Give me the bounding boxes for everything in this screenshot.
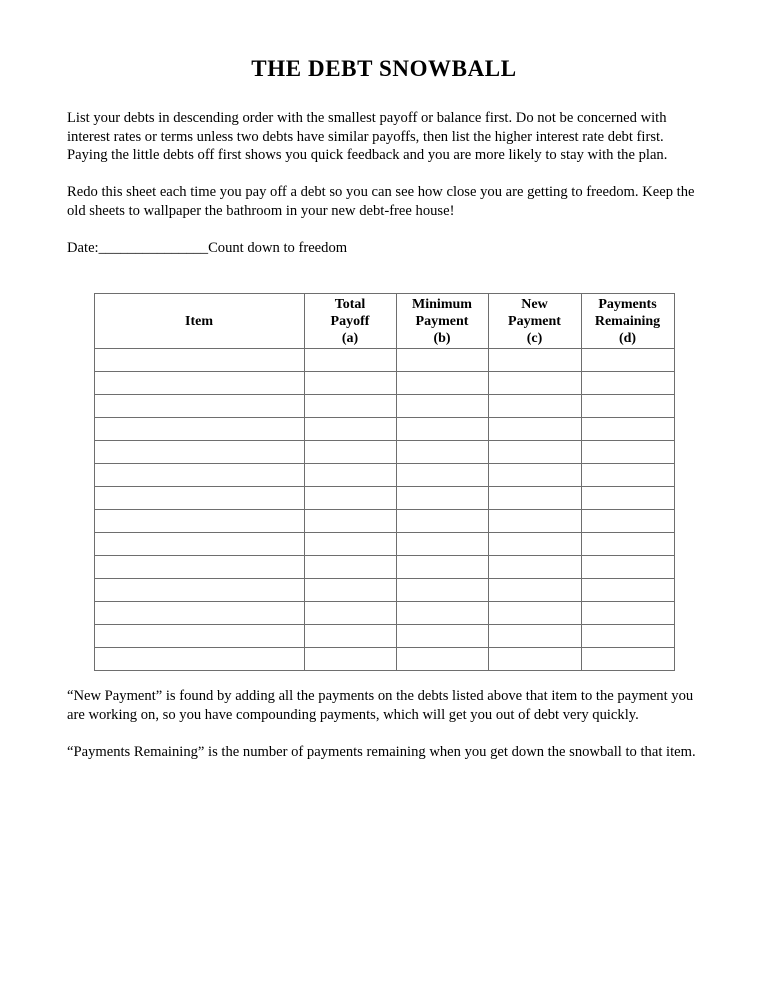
table-cell-blank [488, 441, 581, 464]
page-title [67, 56, 701, 82]
table-cell-blank [304, 648, 396, 671]
col-header-line: Item [185, 313, 213, 329]
table-row [94, 487, 674, 510]
table-cell-blank [488, 349, 581, 372]
col-header-line: (b) [433, 330, 451, 346]
col-header-line: Payment [508, 313, 561, 329]
table-cell-blank [488, 556, 581, 579]
table-cell-blank [304, 464, 396, 487]
table-cell-blank [94, 510, 304, 533]
table-cell-blank [94, 487, 304, 510]
col-header-new-payment [488, 294, 581, 349]
table-cell-blank [581, 487, 674, 510]
col-header-line: (a) [341, 330, 359, 346]
table-cell-blank [396, 395, 488, 418]
table-row [94, 625, 674, 648]
table-cell-blank [396, 418, 488, 441]
col-header-payments-remaining [581, 294, 674, 349]
table-cell-blank [581, 625, 674, 648]
table-row [94, 441, 674, 464]
table-cell-blank [304, 625, 396, 648]
date-line [67, 240, 701, 257]
table-cell-blank [581, 510, 674, 533]
table-cell-blank [94, 602, 304, 625]
footer-paragraph-2: “Payments Remaining” is the number of payments remaining when you get down the snowball to that item. [67, 743, 696, 760]
table-cell-blank [396, 648, 488, 671]
table-cell-blank [94, 579, 304, 602]
table-row [94, 579, 674, 602]
table-cell-blank [94, 648, 304, 671]
table-cell-blank [396, 625, 488, 648]
table-cell-blank [94, 441, 304, 464]
debt-table-body [94, 349, 674, 671]
table-cell-blank [396, 372, 488, 395]
date-blank: _______________ [98, 240, 209, 257]
col-header-line: Payoff [330, 313, 370, 329]
table-cell-blank [304, 395, 396, 418]
table-cell-blank [488, 625, 581, 648]
table-cell-blank [304, 533, 396, 556]
table-cell-blank [581, 648, 674, 671]
table-cell-blank [94, 349, 304, 372]
table-row [94, 372, 674, 395]
table-cell-blank [304, 602, 396, 625]
table-cell-blank [488, 418, 581, 441]
table-row [94, 533, 674, 556]
table-cell-blank [304, 441, 396, 464]
table-cell-blank [488, 533, 581, 556]
intro-paragraph-2: Redo this sheet each time you pay off a debt so you can see how close you are getting to freedom. Keep the old sheets to wallpaper the bathroom in your new debt-free house! [67, 184, 695, 219]
table-cell-blank [94, 464, 304, 487]
table-cell-blank [581, 464, 674, 487]
table-cell-blank [488, 487, 581, 510]
table-cell-blank [94, 418, 304, 441]
table-row [94, 648, 674, 671]
table-cell-blank [581, 441, 674, 464]
table-cell-blank [488, 372, 581, 395]
col-header-line: (d) [618, 330, 637, 346]
table-cell-blank [488, 510, 581, 533]
table-cell-blank [581, 533, 674, 556]
table-cell-blank [396, 464, 488, 487]
table-cell-blank [581, 395, 674, 418]
col-header-line: Total [334, 296, 366, 312]
table-cell-blank [396, 349, 488, 372]
table-cell-blank [396, 441, 488, 464]
col-header-total-payoff [304, 294, 396, 349]
table-cell-blank [396, 579, 488, 602]
table-cell-blank [581, 556, 674, 579]
table-cell-blank [304, 349, 396, 372]
table-cell-blank [396, 510, 488, 533]
date-label: Date: [67, 240, 99, 257]
table-cell-blank [396, 533, 488, 556]
footer-paragraph-1: “New Payment” is found by adding all the payments on the debts listed above that item to the payment you are working on, so you have compounding payments, which will get you out of debt very quickly. [67, 688, 694, 724]
col-header-line: New [521, 296, 548, 312]
table-cell-blank [488, 579, 581, 602]
table-cell-blank [304, 372, 396, 395]
table-cell-blank [94, 625, 304, 648]
table-row [94, 510, 674, 533]
debt-table [94, 293, 675, 671]
col-header-line: Payment [415, 313, 469, 329]
table-row [94, 349, 674, 372]
date-caption: Count down to freedom [208, 240, 348, 257]
col-header-minimum-payment [396, 294, 488, 349]
table-cell-blank [396, 602, 488, 625]
table-cell-blank [94, 395, 304, 418]
table-cell-blank [488, 648, 581, 671]
table-cell-blank [488, 464, 581, 487]
table-cell-blank [94, 556, 304, 579]
col-header-line: Minimum [412, 296, 472, 312]
table-cell-blank [488, 602, 581, 625]
table-cell-blank [94, 372, 304, 395]
table-row [94, 418, 674, 441]
page-title-text: THE DEBT SNOWBALL [251, 56, 517, 81]
table-cell-blank [396, 556, 488, 579]
col-header-line: Payments [598, 296, 657, 312]
col-header-item [94, 294, 304, 349]
footer-notes [67, 687, 701, 761]
table-cell-blank [488, 395, 581, 418]
col-header-line: Remaining [594, 313, 661, 329]
table-cell-blank [304, 556, 396, 579]
table-cell-blank [581, 372, 674, 395]
table-cell-blank [304, 487, 396, 510]
table-cell-blank [581, 579, 674, 602]
table-cell-blank [396, 487, 488, 510]
table-row [94, 602, 674, 625]
table-header-row [94, 294, 674, 349]
table-cell-blank [304, 579, 396, 602]
table-cell-blank [581, 349, 674, 372]
table-row [94, 556, 674, 579]
table-cell-blank [304, 418, 396, 441]
table-cell-blank [581, 602, 674, 625]
col-header-line: (c) [526, 330, 543, 346]
table-cell-blank [304, 510, 396, 533]
table-cell-blank [581, 418, 674, 441]
table-cell-blank [94, 533, 304, 556]
intro-paragraph-1: List your debts in descending order with the smallest payoff or balance first. Do not be concerned with interest rates or terms unless two debts have similar payoffs, then list the higher interest rate debt first. Paying the little debts off first shows you quick feedback and you are more likely to stay with the plan. [67, 110, 668, 164]
table-row [94, 464, 674, 487]
table-row [94, 395, 674, 418]
